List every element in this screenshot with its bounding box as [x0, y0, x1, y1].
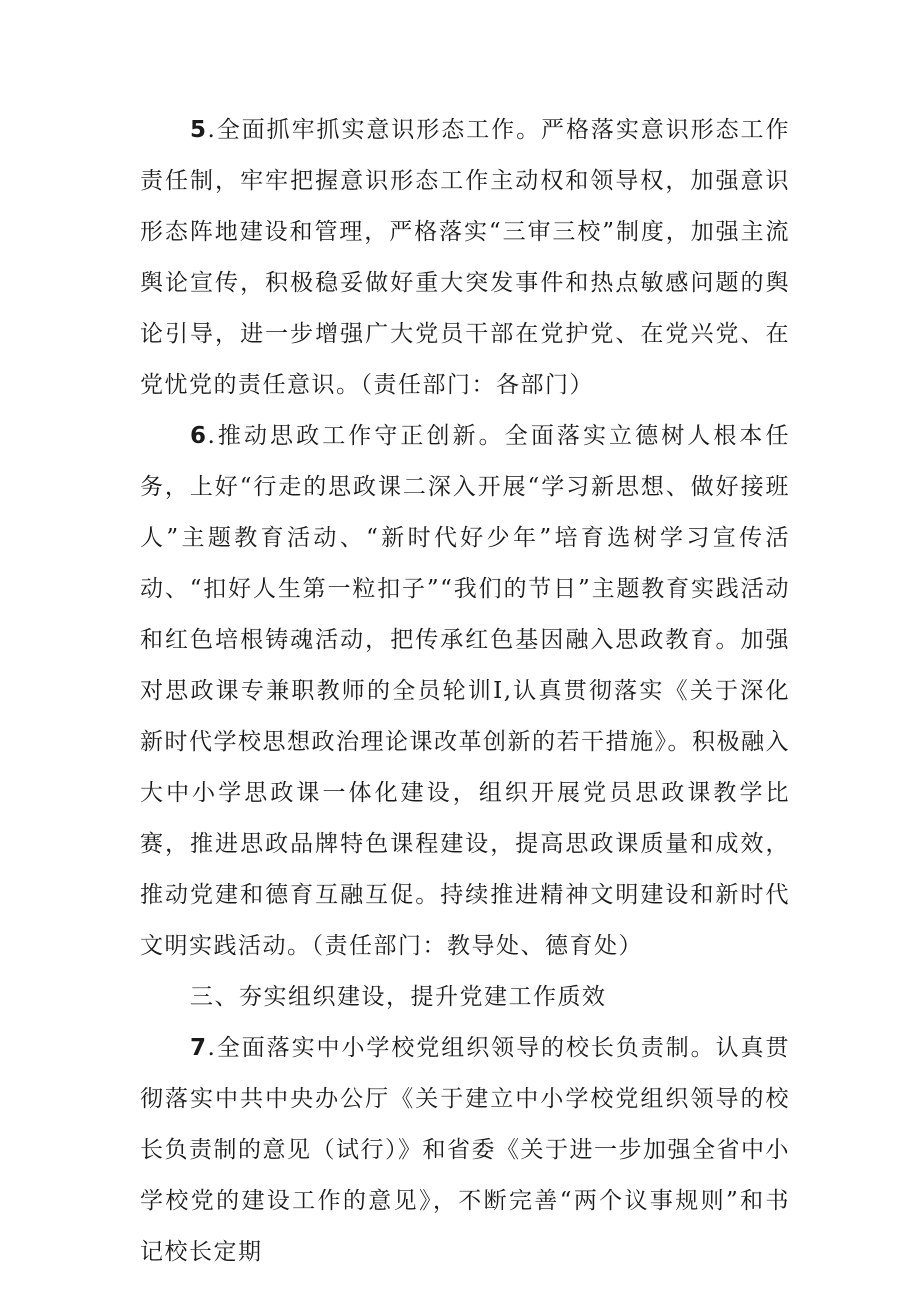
paragraph-text: .全面落实中小学校党组织领导的校长负责制。认真贯彻落实中共中央办公厅《关于建立中小学校党组织领导的校长负责制的意见（试行）》和省委《关于进一步加强全省中小学校党的建设工作的意见》，不断完善“两个议事规则”和书记校长定期: [140, 1035, 790, 1265]
document-body: [140, 105, 790, 1278]
paragraph-5: [140, 105, 790, 411]
paragraph-number: 6: [190, 423, 208, 449]
paragraph-number: 7: [190, 1035, 208, 1061]
paragraph-number: 5: [190, 117, 208, 143]
paragraph-7: [140, 1023, 790, 1278]
paragraph-text: .推动思政工作守正创新。全面落实立德树人根本任务，上好“行走的思政课二深入开展“学习新思想、做好接班人”主题教育活动、“新时代好少年”培育选树学习宣传活动、“扣好人生第一粒扣子”“我们的节日”主题教育实践活动和红色培根铸魂活动，把传承红色基因融入思政教育。加强对思政课专兼职教师的全员轮训I,认真贯彻落实《关于深化新时代学校思想政治理论课改革创新的若干措施》。积极融入大中小学思政课一体化建设，组织开展党员思政课教学比赛，推进思政品牌特色课程建设，提高思政课质量和成效，推动党建和德育互融互促。持续推进精神文明建设和新时代文明实践活动。（责任部门：教导处、德育处）: [140, 423, 790, 959]
paragraph-text: .全面抓牢抓实意识形态工作。严格落实意识形态工作责任制，牢牢把握意识形态工作主动权和领导权，加强意识形态阵地建设和管理，严格落实“三审三校”制度，加强主流舆论宣传，积极稳妥做好重大突发事件和热点敏感问题的舆论引导，进一步增强广大党员干部在党护党、在党兴党、在党忧党的责任意识。（责任部门：各部门）: [140, 117, 790, 398]
paragraph-6: [140, 411, 790, 972]
section-heading: 三、夯实组织建设，提升党建工作质效: [190, 984, 607, 1010]
